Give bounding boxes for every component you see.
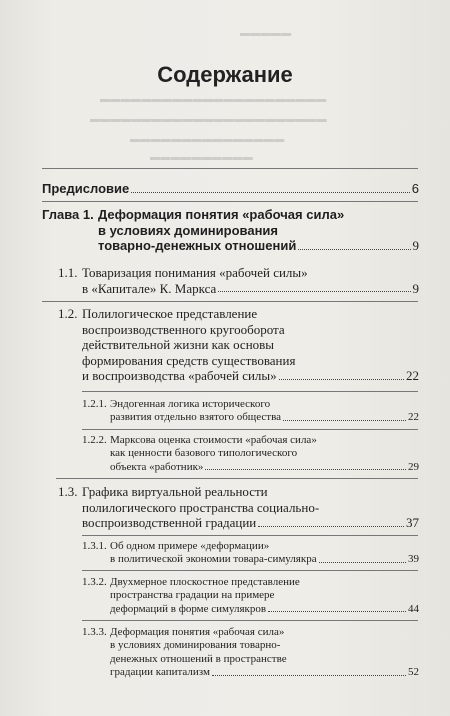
toc-line [42,181,419,197]
toc-line [82,337,419,353]
toc-line [82,353,419,369]
toc-line [110,398,419,411]
page-number: 9 [412,238,419,253]
toc-line [82,500,419,516]
toc-entry-title: как ценности базового типологического [110,447,298,460]
dot-leader [131,192,410,193]
toc-line [82,368,419,384]
toc-entry-title: объекта «работник» [110,460,204,473]
toc-entry-title: пространства градации на примере [110,589,275,602]
toc-line [110,639,419,652]
toc-line [110,461,419,474]
toc-line [82,322,419,338]
toc-entry-text [110,626,419,680]
toc-entry-title: полилогического пространства социально- [82,499,320,515]
page-number: 44 [408,602,419,615]
dot-leader [205,469,406,470]
toc-entry-text [110,576,419,616]
show-through-text: ▬▬▬▬▬▬▬▬▬▬ [150,152,253,163]
dot-leader [283,420,406,421]
toc-entry-title: товарно-денежных отношений [98,238,297,253]
toc-line [98,223,419,239]
toc-entry-text [110,540,419,567]
toc-entry-title: в условиях доминирования товарно- [110,639,281,652]
toc-entry-text [110,398,419,425]
toc-line [82,515,419,531]
toc-entry-title: Предисловие [42,181,130,196]
toc-entry-title: развития отдельно взятого общества [110,411,282,424]
toc-entry-text [82,484,419,531]
subsection-divider [82,535,418,536]
toc-entry-title: Деформация понятия «рабочая сила» [98,207,345,222]
section-number: 1.1. [58,265,78,280]
section-divider [42,301,418,302]
page-number: 9 [412,280,419,296]
toc-entry-text [98,207,419,254]
section-number: 1.2. [58,306,78,321]
show-through-text: ▬▬▬▬▬▬▬▬▬▬▬▬▬▬▬▬▬▬▬▬▬▬▬ [90,114,327,125]
page-number: 6 [411,181,419,196]
toc-entry-title: действительной жизни как основы [82,337,275,352]
toc-entry-text [82,265,419,296]
subsection-number: 1.2.2. [82,434,107,446]
section-number: 1.3. [58,484,78,499]
toc-entry-title: Деформация понятия «рабочая сила» [110,626,285,638]
toc-entry-title: в политической экономии товара-симулякра [110,553,317,566]
toc-entry-title: Марксова оценка стоимости «рабочая сила» [110,434,317,446]
toc-entry-title: денежных отношений в пространстве [110,652,287,665]
toc-entry-title: Графика виртуальной реальности [82,484,268,499]
dot-leader [268,611,406,612]
toc-line [110,553,419,566]
subsection-number: 1.2.1. [82,398,107,410]
toc-entry-title: в условиях доминирования [98,222,279,238]
toc-line [110,411,419,424]
preface-divider [42,201,418,202]
page-number: 22 [408,411,419,424]
chapter-number: Глава 1. [42,207,94,222]
subsection-divider [82,391,418,392]
toc-entry-title: воспроизводственной градации [82,515,257,530]
toc-entry-title: Товаризация понимания «рабочей силы» [82,265,308,280]
toc-line [110,434,419,447]
toc-entry-title: Эндогенная логика исторического [110,398,271,410]
dot-leader [218,291,410,292]
page-number: 37 [406,515,419,530]
toc-entry-title: деформаций в форме симулякров [110,602,267,615]
page-number: 22 [406,368,419,383]
page-title: Содержание [157,62,293,87]
section-divider [56,478,418,479]
dot-leader [258,526,404,527]
toc-line [110,540,419,553]
page-number: 29 [408,460,419,473]
toc-entry-title: формирования средств существования [82,352,296,368]
toc-line [110,603,419,616]
toc-line [98,207,419,223]
dot-leader [319,562,406,563]
toc-line [82,265,419,281]
toc-line [110,653,419,666]
toc-entry-title: Полилогическое представление [82,306,258,321]
toc-line [110,626,419,639]
toc-entry-title: Двухмерное плоскостное представление [110,576,300,588]
toc-entry-title: и воспроизводства «рабочей силы» [82,368,277,383]
title-divider [42,168,418,169]
subsection-divider [82,620,418,621]
toc-entry-text [110,434,419,474]
toc-line [98,238,419,254]
toc-line [82,281,419,297]
dot-leader [279,379,404,380]
page-number: 52 [408,666,419,679]
toc-line [82,484,419,500]
toc-line [110,666,419,679]
toc-line [110,589,419,602]
toc-line [82,306,419,322]
dot-leader [298,249,410,250]
page-number: 39 [408,553,419,566]
subsection-number: 1.3.3. [82,626,107,638]
subsection-number: 1.3.1. [82,540,107,552]
toc-entry-title: градации капитализм [110,666,210,679]
subsection-divider [82,570,418,571]
toc-entry-title: в «Капитале» К. Маркса [82,280,217,296]
dot-leader [212,675,406,676]
toc-line [110,447,419,460]
toc-entry-title: воспроизводственного кругооборота [82,321,285,337]
show-through-text: ▬▬▬▬▬ [240,28,292,39]
show-through-text: ▬▬▬▬▬▬▬▬▬▬▬▬▬▬▬▬▬▬▬▬▬▬ [100,94,327,105]
show-through-text: ▬▬▬▬▬▬▬▬▬▬▬▬▬▬▬ [130,134,285,145]
toc-entry-title: Об одном примере «деформации» [110,540,270,552]
subsection-number: 1.3.2. [82,576,107,588]
toc-entry-text [82,306,419,384]
toc-line [110,576,419,589]
toc-entry-preface[interactable] [42,181,419,197]
subsection-divider [82,429,418,430]
